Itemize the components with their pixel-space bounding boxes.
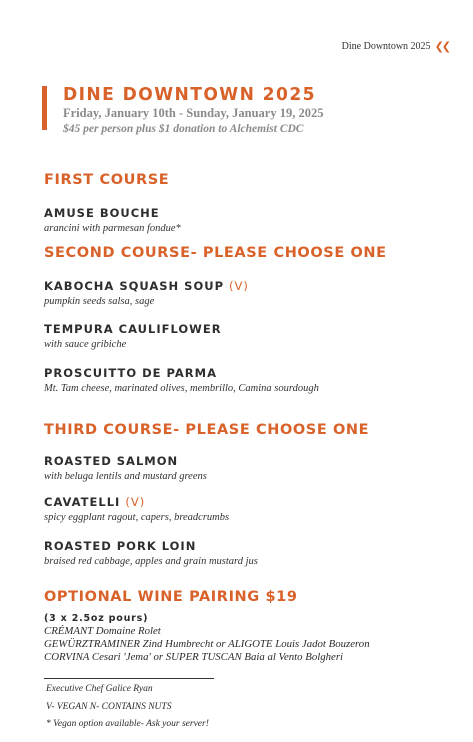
dish-description: spicy eggplant ragout, capers, breadcrumbs (44, 512, 230, 523)
vegan-note: * Vegan option available- Ask your server! (46, 719, 209, 729)
wine-line: CRÉMANT Domaine Rolet (44, 625, 161, 637)
dish-description: Mt. Tam cheese, marinated olives, membrillo, Camina sourdough (44, 383, 319, 394)
dish-name: TEMPURA CAULIFLOWER (44, 322, 222, 336)
second-course-heading: SECOND COURSE- PLEASE CHOOSE ONE (44, 245, 387, 261)
wine-line: GEWÜRZTRAMINER Zind Humbrecht or ALIGOTE Louis Jadot Bouzeron (44, 638, 370, 650)
wine-line: CORVINA Cesari 'Jema' or SUPER TUSCAN Baia al Vento Bolgheri (44, 651, 344, 663)
wine-pours: (3 x 2.5oz pours) (44, 613, 149, 624)
page-title: DINE DOWNTOWN 2025 (63, 84, 316, 105)
dietary-legend: V- VEGAN N- CONTAINS NUTS (46, 702, 172, 712)
dish-item (44, 206, 181, 234)
vegan-tag: (V) (229, 279, 249, 293)
page-header (342, 40, 449, 53)
dish-name-text: CAVATELLI (44, 495, 121, 509)
dish-name: ROASTED PORK LOIN (44, 539, 197, 553)
dish-name-text: KABOCHA SQUASH SOUP (44, 279, 224, 293)
dish-item (44, 279, 249, 307)
dish-item (44, 454, 207, 482)
header-label: Dine Downtown 2025 (341, 41, 431, 52)
dish-item (44, 366, 319, 394)
hero-block (42, 84, 329, 135)
dish-name: PROSCUITTO DE PARMA (44, 366, 218, 380)
dish-item (44, 322, 222, 350)
dish-description: with sauce gribiche (44, 339, 127, 350)
chef-credit: Executive Chef Galice Ryan (46, 684, 153, 694)
dish-name (44, 495, 229, 509)
footer-divider (44, 678, 214, 679)
wine-list (44, 612, 370, 664)
dish-name (44, 279, 249, 293)
dish-item (44, 495, 229, 523)
third-course-heading: THIRD COURSE- PLEASE CHOOSE ONE (44, 422, 370, 438)
dish-description: arancini with parmesan fondue* (44, 223, 181, 234)
dish-description: with beluga lentils and mustard greens (44, 471, 207, 482)
dish-name: ROASTED SALMON (44, 454, 179, 468)
dish-description: braised red cabbage, apples and grain mustard jus (44, 556, 258, 567)
double-chevron-left-icon: ❮❮ (434, 40, 449, 53)
event-dates: Friday, January 10th - Sunday, January 19, 2025 (63, 106, 324, 120)
dish-description: pumpkin seeds salsa, sage (44, 296, 155, 307)
first-course-heading: FIRST COURSE (44, 172, 170, 188)
dish-name: AMUSE BOUCHE (44, 206, 160, 220)
vegan-tag: (V) (125, 495, 146, 509)
dish-item (44, 539, 258, 567)
wine-pairing-heading: OPTIONAL WINE PAIRING $19 (44, 589, 298, 605)
event-price: $45 per person plus $1 donation to Alchemist CDC (63, 123, 304, 135)
